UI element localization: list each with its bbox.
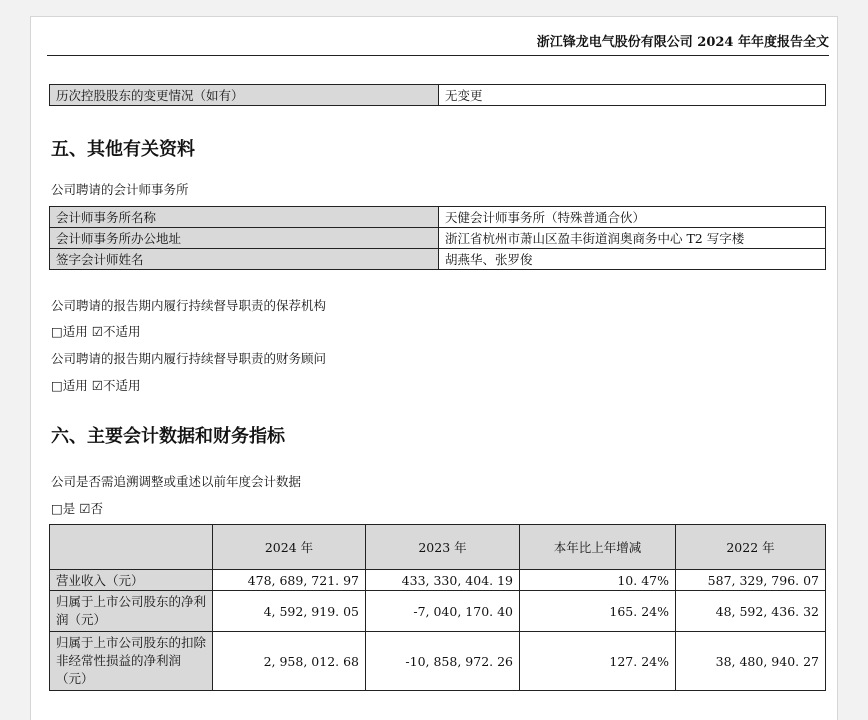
cell-2023: 433, 330, 404. 19: [366, 570, 520, 591]
table-header-row: [50, 525, 826, 570]
cell-2022: 48, 592, 436. 32: [676, 591, 826, 632]
cell-2023: -7, 040, 170. 40: [366, 591, 520, 632]
accountant-name-label: 会计师事务所名称: [50, 207, 439, 228]
financial-data-table: [49, 524, 826, 691]
header-2024: 2024 年: [213, 525, 366, 570]
cell-2024: 2, 958, 012. 68: [213, 632, 366, 691]
table-row: [50, 570, 826, 591]
cell-2023: -10, 858, 972. 26: [366, 632, 520, 691]
accountant-intro: 公司聘请的会计师事务所: [51, 182, 189, 197]
cell-2024: 4, 592, 919. 05: [213, 591, 366, 632]
cell-2024: 478, 689, 721. 97: [213, 570, 366, 591]
table-row: [50, 85, 826, 106]
header-change: 本年比上年增减: [520, 525, 676, 570]
table-row: [50, 207, 826, 228]
header-blank: [50, 525, 213, 570]
accountant-address-value: 浙江省杭州市萧山区盈丰街道润奥商务中心 T2 写字楼: [439, 228, 826, 249]
report-header: [47, 27, 829, 56]
cell-2022: 38, 480, 940. 27: [676, 632, 826, 691]
sponsor-checkbox: □适用 ☑不适用: [51, 324, 141, 339]
row-label: 归属于上市公司股东的扣除非经常性损益的净利润（元）: [50, 632, 213, 691]
table-row: [50, 632, 826, 691]
header-2022: 2022 年: [676, 525, 826, 570]
cell-change: 165. 24%: [520, 591, 676, 632]
sponsor-text: 公司聘请的报告期内履行持续督导职责的保荐机构: [51, 298, 327, 313]
report-title: 浙江锋龙电气股份有限公司 2024 年年度报告全文: [536, 35, 829, 50]
document-page: [30, 16, 838, 720]
cell-2022: 587, 329, 796. 07: [676, 570, 826, 591]
advisor-text: 公司聘请的报告期内履行持续督导职责的财务顾问: [51, 351, 327, 366]
advisor-checkbox: □适用 ☑不适用: [51, 378, 141, 393]
accountant-address-label: 会计师事务所办公地址: [50, 228, 439, 249]
controller-change-value: 无变更: [439, 85, 826, 106]
signing-accountant-label: 签字会计师姓名: [50, 249, 439, 270]
section-6-heading: 六、主要会计数据和财务指标: [51, 426, 285, 447]
table-row: [50, 228, 826, 249]
retro-checkbox: □是 ☑否: [51, 501, 103, 516]
section-5-heading: 五、其他有关资料: [51, 139, 195, 160]
controller-change-label: 历次控股股东的变更情况（如有）: [50, 85, 439, 106]
header-2023: 2023 年: [366, 525, 520, 570]
accountant-name-value: 天健会计师事务所（特殊普通合伙）: [439, 207, 826, 228]
table-row: [50, 591, 826, 632]
row-label: 归属于上市公司股东的净利润（元）: [50, 591, 213, 632]
cell-change: 127. 24%: [520, 632, 676, 691]
signing-accountant-value: 胡燕华、张罗俊: [439, 249, 826, 270]
table-row: [50, 249, 826, 270]
retro-text: 公司是否需追溯调整或重述以前年度会计数据: [51, 474, 302, 489]
cell-change: 10. 47%: [520, 570, 676, 591]
row-label: 营业收入（元）: [50, 570, 213, 591]
controller-change-table: [49, 84, 826, 106]
accountant-table: [49, 206, 826, 270]
